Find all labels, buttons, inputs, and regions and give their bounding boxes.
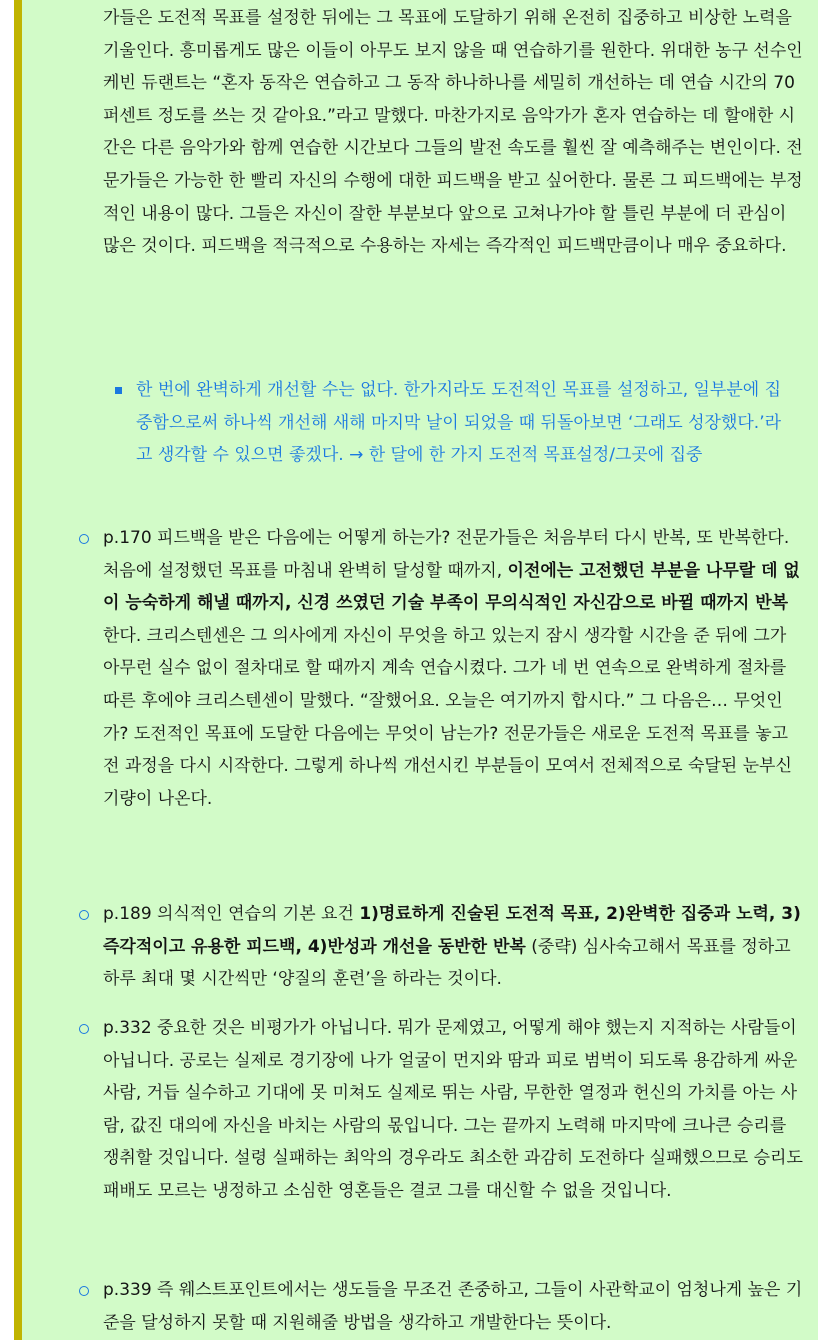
list-item-p170: [103, 522, 803, 815]
circle-bullet-icon: [79, 910, 89, 920]
note-content: [22, 0, 818, 1340]
square-bullet-icon: [115, 387, 122, 394]
p189-text-1: p.189 의식적인 연습의 기본 요건: [103, 904, 360, 924]
p170-bold-text: 이전에는 고전했던 부분을 나무랄 데 없이 능숙하게 해낼 때까지, 신경 쓰였던 기술 부족이 무의식적인 자신감으로 바뀔 때까지 반복: [103, 560, 800, 614]
list-item-p339: [103, 1274, 803, 1339]
circle-bullet-icon: [79, 534, 89, 544]
p339-text: p.339 즉 웨스트포인트에서는 생도들을 무조건 존중하고, 그들이 사관학교이 엄청나게 높은 기준을 달성하지 못할 때 지원해줄 방법을 생각하고 개발한다는 뜻이다.: [103, 1280, 803, 1333]
circle-bullet-icon: [79, 1286, 89, 1296]
top-paragraph: [103, 0, 803, 263]
p332-text: p.332 중요한 것은 비평가가 아닙니다. 뭐가 문제였고, 어떻게 해야 했는지 지적하는 사람들이 아닙니다. 공로는 실제로 경기장에 나가 얼굴이 먼지와 땀과 피로 범벅이 되도록 용감하게 싸운 사람, 거듭 실수하고 기대에 못 미쳐도 실제로 뛰는 사람, 무한한 열정과 헌신의 가치를 아는 사람, 값진 대의에 자신을 바치는 사람의 몫입니다. 그는 끝까지 노력해 마지막에 크나큰 승리를 쟁취할 것입니다. 설령 실패하는 최악의 경우라도 최소한 과감히 도전하다 실패했으므로 승리도 패배도 모르는 냉정하고 소심한 영혼들은 결코 그를 대신할 수 없을 것입니다.: [103, 1018, 803, 1201]
list-item-p332: [103, 1012, 803, 1208]
top-paragraph-text: 가들은 도전적 목표를 설정한 뒤에는 그 목표에 도달하기 위해 온전히 집중하고 비상한 노력을 기울인다. 흥미롭게도 많은 이들이 아무도 보지 않을 때 연습하기를 원한다. 위대한 농구 선수인 케빈 듀랜트는 “혼자 동작은 연습하고 그 동작 하나하나를 세밀히 개선하는 데 연습 시간의 70퍼센트 정도를 쓰는 것 같아요.”라고 말했다. 마찬가지로 음악가가 혼자 연습하는 데 할애한 시간은 다른 음악가와 함께 연습한 시간보다 그들의 발전 속도를 훨씬 잘 예측해주는 변인이다. 전문가들은 가능한 한 빨리 자신의 수행에 대한 피드백을 받고 싶어한다. 물론 그 피드백에는 부정적인 내용이 많다. 그들은 자신이 잘한 부분보다 앞으로 고쳐나가야 할 틀린 부분에 더 관심이 많은 것이다. 피드백을 적극적으로 수용하는 자세는 즉각적인 피드백만큼이나 매우 중요하다.: [103, 8, 803, 257]
list-item-p189: [103, 898, 803, 996]
p189-text-2: (중략) 심사숙고해서 목표를 정하고 하루 최대 몇 시간씩만 ‘양질의 훈련’을 하라는 것이다.: [103, 936, 791, 990]
p189-bold-text: 1)명료하게 진술된 도전적 목표, 2)완벽한 집중과 노력, 3)즉각적이고 유용한 피드백, 4)반성과 개선을 동반한 반복: [103, 904, 801, 957]
blue-subbullet-text: 한 번에 완벽하게 개선할 수는 없다. 한가지라도 도전적인 목표를 설정하고, 일부분에 집중함으로써 하나씩 개선해 새해 마지막 날이 되었을 때 뒤돌아보면 ‘그래도 성장했다.’라고 생각할 수 있으면 좋겠다. → 한 달에 한 가지 도전적 목표설정/그곳에 집중: [136, 380, 782, 466]
p170-text-2: 한다. 크리스텐센은 그 의사에게 자신이 무엇을 하고 있는지 잠시 생각할 시간을 준 뒤에 그가 아무런 실수 없이 절차대로 할 때까지 계속 연습시켰다. 그가 네 번 연속으로 완벽하게 절차를 따른 후에야 크리스텐센이 말했다. “잘했어요. 오늘은 여기까지 합시다.” 그 다음은… 무엇인가? 도전적인 목표에 도달한 다음에는 무엇이 남는가? 전문가들은 새로운 도전적 목표를 놓고 전 과정을 다시 시작한다. 그렇게 하나씩 개선시킨 부분들이 모여서 전체적으로 숙달된 눈부신 기량이 나온다.: [103, 625, 792, 809]
p170-text-1: p.170 피드백을 받은 다음에는 어떻게 하는가? 전문가들은 처음부터 다시 반복, 또 반복한다. 처음에 설정했던 목표를 마침내 완벽히 달성할 때까지,: [103, 528, 790, 581]
circle-bullet-icon: [79, 1024, 89, 1034]
highlighted-note-block: [22, 0, 818, 1340]
left-accent-bar: [14, 0, 22, 1340]
blue-subbullet: [136, 374, 796, 472]
